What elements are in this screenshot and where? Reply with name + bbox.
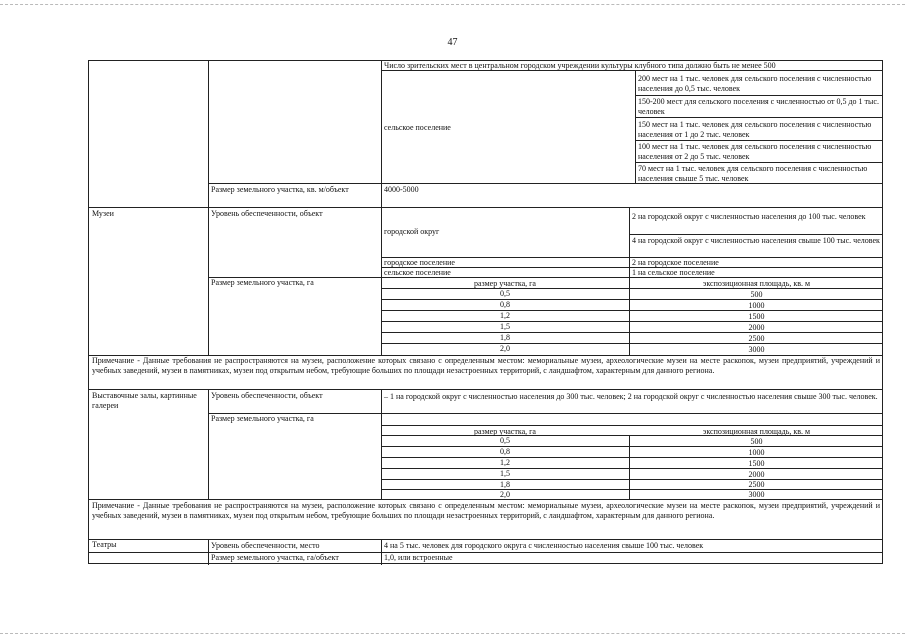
club-rural-row: 100 мест на 1 тыс. человек для сельского поселения с численностью населения от 2 до 5 тыс. человек (638, 142, 872, 161)
theaters-land-value: 1,0, или встроенные (384, 553, 453, 562)
galleries-expo-cell: 1000 (748, 448, 765, 457)
club-land-value: 4000-5000 (384, 185, 419, 194)
galleries-provision-label: Уровень обеспеченности, объект (211, 391, 323, 400)
museums-area-cell: 1,5 (500, 322, 510, 331)
galleries-expo-cell: 3000 (748, 490, 765, 499)
standards-table (88, 60, 883, 564)
col-divider-1 (208, 61, 209, 355)
galleries-provision-value: – 1 на городской округ с численностью населения до 300 тыс. человек; 2 на городской округ с численностью населения свыше 300 тыс. человек. (384, 392, 878, 401)
museums-expo-cell: 500 (750, 290, 763, 299)
hr (635, 117, 882, 118)
galleries-area-cell: 1,2 (500, 458, 510, 467)
museums-area-cell: 0,5 (500, 289, 510, 298)
galleries-expo-cell: 500 (750, 437, 763, 446)
museums-rural: сельское поселение (384, 268, 451, 277)
hr (629, 234, 882, 235)
museums-name: Музеи (92, 209, 114, 218)
theaters-provision-label: Уровень обеспеченности, место (211, 541, 320, 550)
galleries-name: Выставочные залы, картинные галереи (92, 391, 197, 410)
galleries-expo-cell: 2000 (748, 470, 765, 479)
page-number: 47 (447, 37, 458, 48)
galleries-expo-cell: 1500 (748, 459, 765, 468)
galleries-expo-cell: 2500 (748, 480, 765, 489)
club-rural-row: 150-200 мест для сельского поселения с численностью от 0,5 до 1 тыс. человек (638, 97, 879, 116)
hr (635, 162, 882, 163)
museums-city-row: 4 на городской округ с численностью населения свыше 100 тыс. человек (632, 236, 880, 245)
galleries-area-cell: 1,8 (500, 480, 510, 489)
galleries-note: Примечание - Данные требования не распространяются на музеи, расположение которых связано с определенным местом: мемориальные музеи, археологические музеи на месте раскопок, музеи предприятий, учреждений и учебных заведений, музеи в памятниках, музеи под открытым небом, требующие больших по площади незастроенных территорий, с ландшафтом, характерным для данного региона. (92, 501, 880, 520)
club-rural-row: 70 мест на 1 тыс. человек для сельского поселения с численностью населения свыше 5 тыс. человек (638, 164, 868, 183)
museums-expo-cell: 1500 (748, 312, 765, 321)
hr (89, 539, 882, 540)
museums-urban: городское поселение (384, 258, 455, 267)
scan-edge-top (0, 4, 905, 5)
theaters-provision-value: 4 на 5 тыс. человек для городского округа с численностью населения свыше 100 тыс. человек (384, 541, 704, 550)
museums-urban-value: 2 на городское поселение (632, 258, 719, 267)
galleries-land-label: Размер земельного участка, га (211, 414, 314, 423)
gal-col-divider-1 (208, 389, 209, 499)
club-land-label: Размер земельного участка, кв. м/объект (211, 185, 349, 194)
hr (89, 207, 882, 208)
museums-expo-cell: 2000 (748, 323, 765, 332)
museums-area-cell: 1,2 (500, 311, 510, 320)
museums-rural-value: 1 на сельское поселение (632, 268, 715, 277)
museums-col-expo: экспозиционная площадь, кв. м (702, 279, 811, 288)
museums-area-cell: 2,0 (500, 344, 510, 353)
museums-expo-cell: 2500 (748, 334, 765, 343)
col-divider-3-club (635, 70, 636, 183)
galleries-area-cell: 0,8 (500, 447, 510, 456)
museums-land-label: Размер земельного участка, га (211, 278, 314, 287)
club-rural-label: сельское поселение (384, 123, 451, 132)
hr (89, 552, 882, 553)
museums-area-cell: 0,8 (500, 300, 510, 309)
museums-note: Примечание - Данные требования не распространяются на музеи, расположение которых связано с определенным местом: мемориальные музеи, археологические музеи на месте раскопок, музеи предприятий, учреждений и учебных заведений, музеи в памятниках, музеи под открытым небом, требующие больших по площади незастроенных территорий, с ландшафтом, характерным для данного региона. (92, 356, 880, 375)
scan-edge-bottom (0, 633, 905, 634)
club-rural-row: 200 мест на 1 тыс. человек для сельского поселения с численностью населения до 0,5 тыс. человек (638, 74, 872, 93)
club-rural-row: 150 мест на 1 тыс. человек для сельского поселения с численностью населения от 1 до 2 тыс. человек (638, 120, 872, 139)
club-seats-header: Число зрительских мест в центральном городском учреждении культуры клубного типа должно быть не менее 500 (384, 61, 776, 70)
hr (89, 389, 882, 390)
museums-col-area: размер участка, га (474, 279, 536, 288)
hr (208, 183, 882, 184)
museums-city-district: городской округ (384, 227, 440, 236)
hr (635, 140, 882, 141)
museums-expo-cell: 1000 (748, 301, 765, 310)
galleries-area-cell: 2,0 (500, 490, 510, 499)
theaters-land-label: Размер земельного участка, га/объект (211, 553, 339, 562)
museums-area-cell: 1,8 (500, 333, 510, 342)
galleries-area-cell: 0,5 (500, 436, 510, 445)
museums-expo-cell: 3000 (748, 345, 765, 354)
hr (381, 425, 882, 426)
galleries-col-area: размер участка, га (474, 427, 536, 436)
galleries-col-expo: экспозиционная площадь, кв. м (702, 427, 811, 436)
hr (635, 95, 882, 96)
galleries-area-cell: 1,5 (500, 469, 510, 478)
museums-city-row: 2 на городской округ с численностью населения до 100 тыс. человек (632, 212, 866, 221)
museums-provision-label: Уровень обеспеченности, объект (211, 209, 323, 218)
theaters-name: Театры (92, 540, 117, 549)
